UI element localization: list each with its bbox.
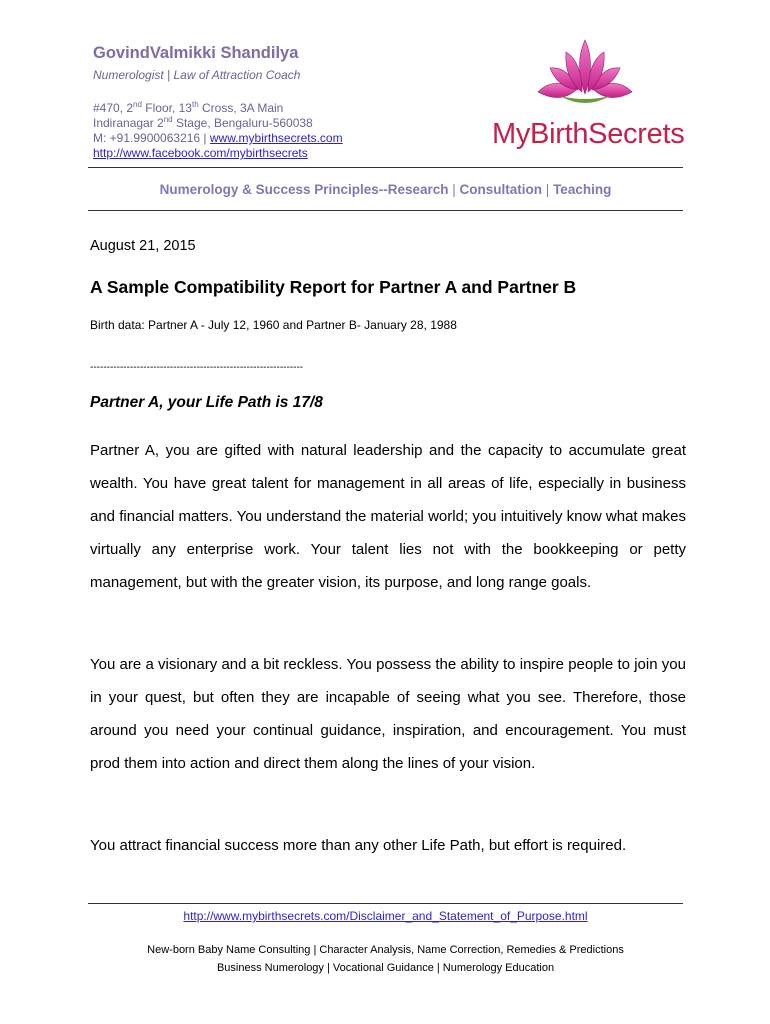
address-line-2: Indiranagar 2nd Stage, Bengaluru-560038 <box>93 115 313 130</box>
facebook-line <box>93 146 308 160</box>
birth-data: Birth data: Partner A - July 12, 1960 and Partner B- January 28, 1988 <box>90 318 457 332</box>
footer-rule <box>88 903 683 904</box>
section-heading: Partner A, your Life Path is 17/8 <box>90 394 323 411</box>
footer-disclaimer <box>88 909 683 923</box>
website-link[interactable]: www.mybirthsecrets.com <box>209 131 343 145</box>
header-rule-top <box>88 167 683 168</box>
paragraph-1: Partner A, you are gifted with natural leadership and the capacity to accumulate great wealth. You have great talent for management in all areas of life, especially in business and financial matters. You understand the material world; you intuitively know what makes virtually any enterprise work. Your talent lies not with the bookkeeping or petty management, but with the greater vision, its purpose, and long range goals. <box>90 442 686 591</box>
paragraph-3: You attract financial success more than any other Life Path, but effort is required. <box>90 837 627 854</box>
report-title: A Sample Compatibility Report for Partner A and Partner B <box>90 277 577 297</box>
footer-services-2: Business Numerology | Vocational Guidance | Numerology Education <box>216 962 555 974</box>
author-name: GovindValmikki Shandilya <box>93 44 299 62</box>
lotus-icon <box>530 38 640 118</box>
footer-services-1: New-born Baby Name Consulting | Character Analysis, Name Correction, Remedies & Predictions <box>147 944 624 956</box>
contact-line <box>93 131 343 145</box>
disclaimer-link[interactable]: http://www.mybirthsecrets.com/Disclaimer_and_Statement_of_Purpose.html <box>183 909 588 923</box>
paragraph-2: You are a visionary and a bit reckless. You possess the ability to inspire people to join you in your quest, but often they are incapable of seeing what you see. Therefore, those around you need your continual guidance, inspiration, and encouragement. You must prod them into action and direct them along the lines of your vision. <box>90 656 686 772</box>
tagline: Numerology & Success Principles--Research | Consultation | Teaching <box>159 182 612 197</box>
facebook-link[interactable]: http://www.facebook.com/mybirthsecrets <box>93 146 308 160</box>
address-line-1: #470, 2nd Floor, 13th Cross, 3A Main <box>93 100 284 115</box>
author-role: Numerologist | Law of Attraction Coach <box>93 68 301 82</box>
phone-number: M: +91.9900063216 | <box>93 131 210 145</box>
logo-wordmark: MyBirthSecrets <box>492 118 685 150</box>
report-date: August 21, 2015 <box>90 238 196 254</box>
divider-line: ---------------------------------------------------------------- <box>90 362 304 373</box>
header-rule-bottom <box>88 210 683 211</box>
